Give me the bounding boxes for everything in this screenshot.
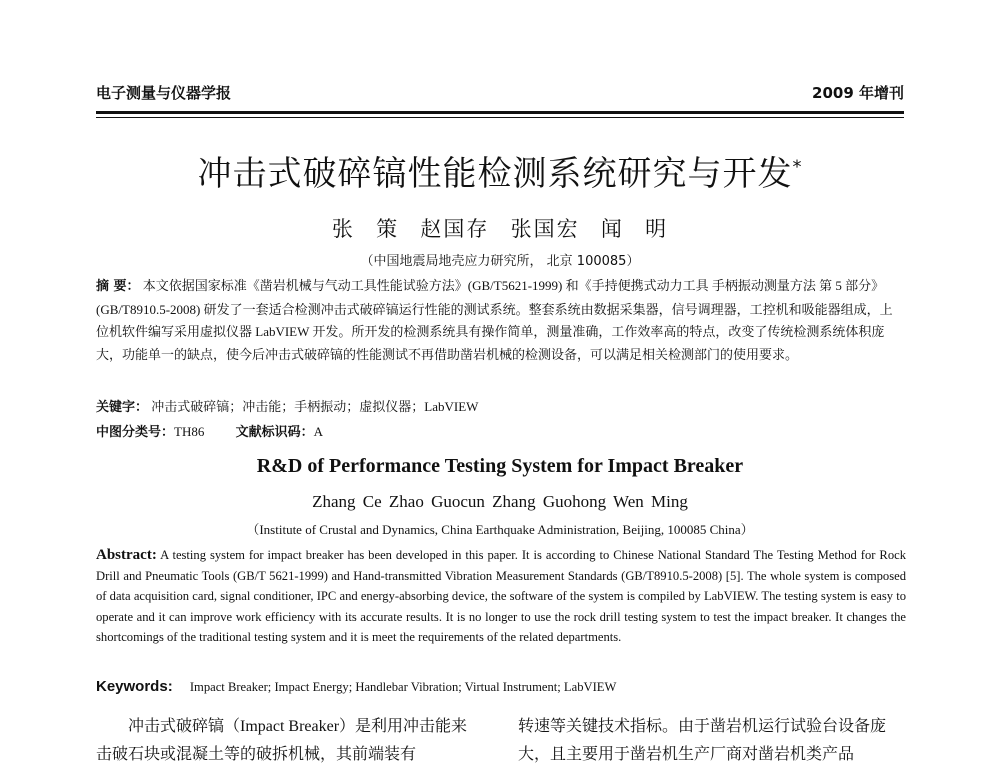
keywords-cn bbox=[96, 396, 904, 420]
keywords-en-label: Keywords: bbox=[96, 678, 173, 695]
abstract-cn-text: 本文依据国家标准《凿岩机械与气动工具性能试验方法》(GB/T5621-1999) 和《手持便携式动力工具 手柄振动测量方法 第 5 部分》(GB/T8910.5-2008) 研发了一套适合检测冲击式破碎镐运行性能的测试系统。整套系统由数据采集器，信号调理器，工控机和吸能器组成，上位机软件编写采用虚拟仪器 LabVIEW 开发。所开发的检测系统具有操作简单，测量准确，工作效率高的特点，改变了传统检测系统体积庞大，功能单一的缺点，使今后冲击式破碎镐的性能测试不再借助凿岩机械的检测设备，可以满足相关检测部门的使用要求。 bbox=[96, 278, 893, 362]
title-footnote-mark: * bbox=[792, 156, 803, 178]
affiliation-en: （Institute of Crustal and Dynamics, China Earthquake Administration, Beijing, 100085 China） bbox=[246, 522, 754, 537]
journal-name: 电子测量与仪器学报 bbox=[96, 84, 232, 102]
authors-cn: 张 策 赵国存 张国宏 闻 明 bbox=[331, 217, 669, 241]
keywords-en-text: Impact Breaker; Impact Energy; Handlebar Vibration; Virtual Instrument; LabVIEW bbox=[189, 680, 617, 694]
classification-line bbox=[96, 421, 904, 445]
abstract-en bbox=[96, 545, 906, 648]
header-rule-thin bbox=[96, 117, 904, 118]
header-rule-thick bbox=[96, 111, 904, 114]
doc-code-value: A bbox=[313, 424, 324, 439]
affiliation-cn: （中国地震局地壳应力研究所， 北京 100085） bbox=[360, 254, 640, 269]
paper-title-cn bbox=[96, 146, 904, 195]
abstract-en-label: Abstract: bbox=[96, 547, 157, 563]
clc-value: TH86 bbox=[174, 424, 205, 439]
clc-label: 中图分类号： bbox=[96, 425, 175, 440]
keywords-cn-label: 关键字： bbox=[96, 400, 149, 415]
keywords-cn-text: 冲击式破碎镐；冲击能；手柄振动；虚拟仪器；LabVIEW bbox=[151, 399, 479, 414]
authors-en: Zhang Ce Zhao Guocun Zhang Guohong Wen Ming bbox=[312, 492, 688, 511]
doc-code-label: 文献标识码： bbox=[235, 425, 314, 440]
abstract-en-text: A testing system for impact breaker has been developed in this paper. It is according to Chinese National Standard The Testing Method for Rock Drill and Pneumatic Tools (GB/T 5621-1999) and Hand-transmitted Vibration Measurement Standards (GB/T8910.5-2008) [5]. The whole system is composed of data acquisition card, signal conditioner, IPC and energy-absorbing device, the software of the system is compiled by LabVIEW. The testing system is easy to operate and it can improve work efficiency with its accurate results. It is no longer to use the rock drill testing system to test the impact breaker. It changes the shortcomings of the traditional testing system and it is meet the requirements of the related departments. bbox=[96, 548, 906, 644]
body-column-right: 转速等关键技术指标。由于凿岩机运行试验台设备庞大，且主要用于凿岩机生产厂商对凿岩机类产品 bbox=[518, 718, 887, 763]
body-column-left: 冲击式破碎镐（Impact Breaker）是利用冲击能来击破石块或混凝土等的破拆机械，其前端装有 bbox=[96, 718, 468, 763]
paper-title-en: R&D of Performance Testing System for Impact Breaker bbox=[256, 455, 744, 477]
keywords-en bbox=[96, 678, 906, 695]
issue-label: 2009 年增刊 bbox=[812, 84, 904, 102]
title-cn-text: 冲击式破碎镐性能检测系统研究与开发 bbox=[197, 154, 793, 194]
abstract-cn-label: 摘 要： bbox=[96, 279, 140, 294]
abstract-cn bbox=[96, 275, 904, 366]
